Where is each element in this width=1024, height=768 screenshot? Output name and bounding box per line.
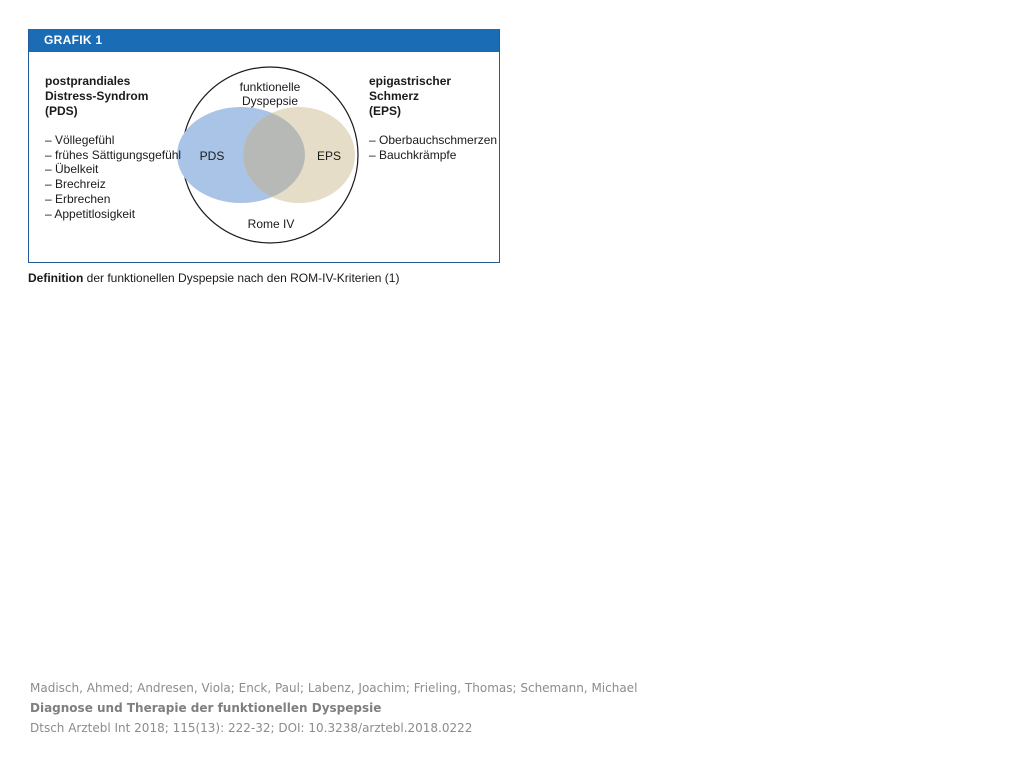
list-item: – Übelkeit	[45, 162, 99, 177]
venn-eps-label: EPS	[316, 149, 341, 163]
figure-caption	[28, 271, 399, 285]
eps-title-line: epigastrischer	[369, 74, 452, 88]
pds-title-line: Distress-Syndrom	[45, 89, 149, 103]
list-item: – Brechreiz	[45, 177, 106, 192]
pds-title-line: (PDS)	[45, 104, 78, 118]
venn-bottom-label: Rome IV	[247, 217, 295, 231]
eps-title	[369, 74, 451, 119]
eps-title-line: Schmerz	[369, 89, 420, 103]
eps-symptom-list	[369, 133, 497, 162]
citation	[30, 678, 637, 738]
citation-title: Diagnose und Therapie der funktionellen Dyspepsie	[30, 701, 382, 715]
list-item: – frühes Sättigungsgefühl	[45, 147, 182, 162]
list-item: – Erbrechen	[45, 191, 111, 206]
figure-header: GRAFIK 1	[29, 29, 499, 52]
caption-bold: Definition	[28, 271, 84, 285]
venn-pds-label: PDS	[199, 149, 225, 163]
pds-title	[45, 74, 148, 119]
venn-outer-label-line: Dyspepsie	[241, 94, 299, 108]
figure-panel	[28, 29, 500, 263]
list-item: – Völlegefühl	[45, 133, 115, 147]
eps-title-line: (EPS)	[369, 104, 402, 118]
list-item: – Appetitlosigkeit	[45, 206, 136, 221]
list-item: – Oberbauchschmerzen	[369, 133, 498, 147]
citation-source: Dtsch Arztebl Int 2018; 115(13): 222-32; DOI: 10.3238/arztebl.2018.0222	[30, 721, 473, 735]
venn-outer-label	[220, 80, 320, 108]
caption-text: der funktionellen Dyspepsie nach den ROM-IV-Kriterien (1)	[83, 271, 400, 285]
venn-outer-label-line: funktionelle	[239, 80, 301, 94]
pds-symptom-list	[45, 133, 181, 221]
list-item: – Bauchkrämpfe	[369, 147, 457, 162]
citation-authors: Madisch, Ahmed; Andresen, Viola; Enck, Paul; Labenz, Joachim; Frieling, Thomas; Schemann, Michael	[30, 681, 638, 695]
pds-title-line: postprandiales	[45, 74, 131, 88]
